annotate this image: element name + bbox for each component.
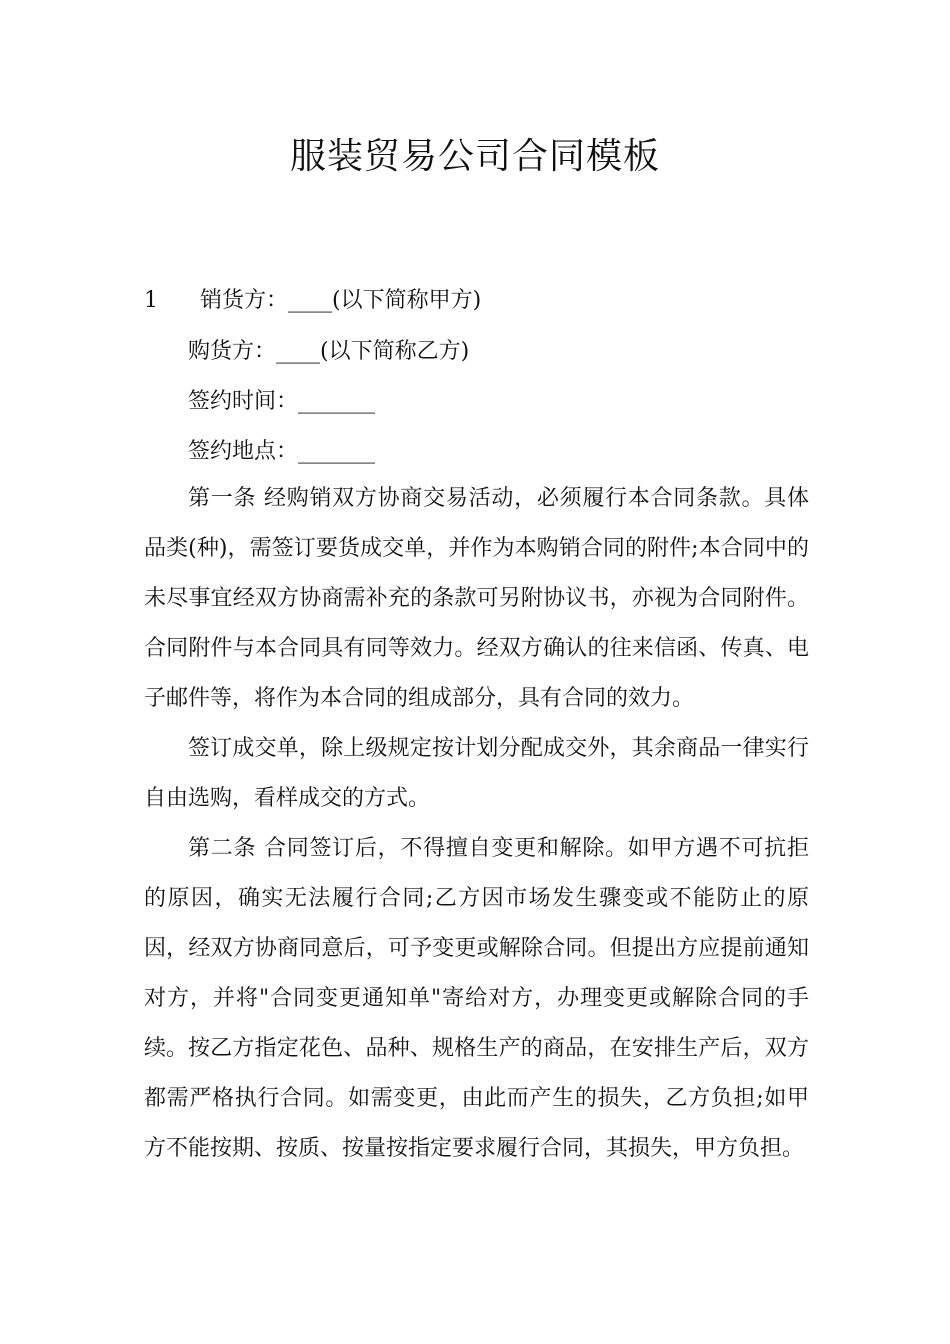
paragraph-article-1: 第一条 经购销双方协商交易活动，必须履行本合同条款。具体品类(种)，需签订要货成交单，并作为本购销合同的附件;本合同中的未尽事宜经双方协商需补充的条款可另附协议书，亦视为合同附件。合同附件与本合同具有同等效力。经双方确认的往来信函、传真、电子邮件等，将作为本合同的组成部分，具有合同的效力。 (144, 486, 809, 711)
list-number: 1 (144, 288, 158, 313)
seller-line (144, 286, 481, 316)
paragraph-order-form: 签订成交单，除上级规定按计划分配成交外，其余商品一律实行自由选购，看样成交的方式。 (144, 736, 809, 811)
sign-time-line: 签约时间：_______ (188, 389, 376, 414)
document-title: 服装贸易公司合同模板 (289, 136, 660, 177)
buyer-line: 购货方：____(以下简称乙方) (188, 339, 470, 364)
seller-text: 销货方：____(以下简称甲方) (200, 288, 482, 313)
paragraph-article-2: 第二条 合同签订后，不得擅自变更和解除。如甲方遇不可抗拒的原因，确实无法履行合同;乙方因市场发生骤变或不能防止的原因，经双方协商同意后，可予变更或解除合同。但提出方应提前通知对方，并将"合同变更通知单"寄给对方，办理变更或解除合同的手续。 (144, 836, 809, 1061)
sign-place-line: 签约地点：_______ (188, 439, 376, 464)
paragraph-specified-goods: 按乙方指定花色、品种、规格生产的商品，在安排生产后，双方都需严格执行合同。如需变更，由此而产生的损失，乙方负担;如甲方不能按期、按质、按量按指定要求履行合同，其损失，甲方负担。 (144, 1036, 809, 1161)
